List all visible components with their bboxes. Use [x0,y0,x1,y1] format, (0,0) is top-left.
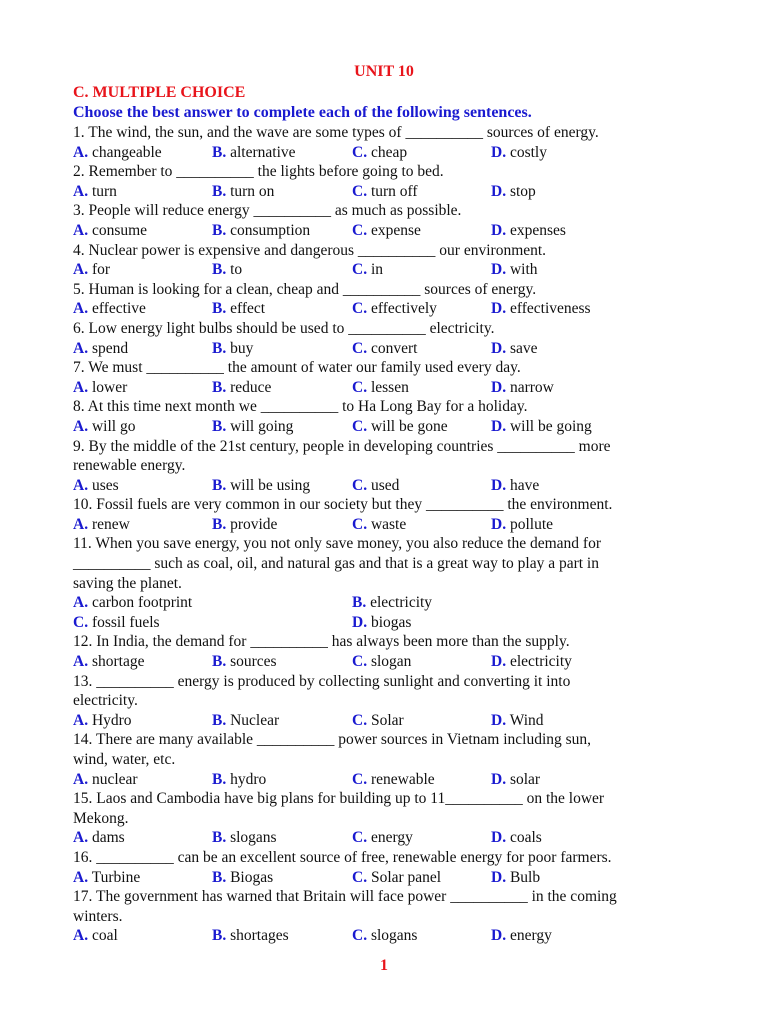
question-text: 6. Low energy light bulbs should be used to __________ electricity. [73,319,495,337]
option-text: will going [230,417,294,435]
question-text: wind, water, etc. [73,751,176,768]
option-text: turn [91,182,117,200]
answer-option[interactable] [73,417,135,437]
option-text: coals [509,829,542,847]
answer-option[interactable] [73,299,146,319]
option-text: Solar [370,711,404,729]
answer-option[interactable] [491,515,553,535]
question-text: 1. The wind, the sun, and the wave are some types of __________ sources of energy. [73,124,599,141]
option-letter: C. [352,261,368,279]
answer-option[interactable] [212,711,279,731]
question-text: 5. Human is looking for a clean, cheap and __________ sources of energy. [73,280,537,298]
option-letter: C. [352,378,368,396]
option-text: have [509,476,540,494]
option-letter: C. [352,770,368,788]
option-text: consumption [230,221,311,239]
instruction-text: Choose the best answer to complete each of the following sentences. [73,104,532,121]
question-text: 3. People will reduce energy __________ as much as possible. [73,202,462,220]
option-text: effective [91,300,146,318]
option-letter: C. [352,927,368,945]
option-letter: D. [491,770,507,788]
answer-option[interactable] [491,417,592,437]
question-text: 14. There are many available __________ power sources in Vietnam including sun, [73,731,592,749]
option-text: renewable [370,770,435,788]
answer-option[interactable] [352,515,406,535]
option-letter: B. [212,927,227,945]
option-text: expenses [509,221,566,239]
option-letter: A. [73,711,89,729]
option-text: Nuclear [230,711,280,729]
answer-option[interactable] [212,260,242,280]
option-letter: D. [352,613,368,631]
options-row [73,260,723,280]
question-item [73,887,723,946]
options-row [73,221,723,241]
answer-option[interactable] [352,828,413,848]
answer-option[interactable] [212,143,296,163]
option-letter: A. [73,300,89,318]
option-letter: C. [352,182,368,200]
answer-option[interactable] [352,339,417,359]
answer-option[interactable] [491,378,554,398]
options-row [73,652,723,672]
option-letter: A. [73,594,89,612]
answer-option[interactable] [352,143,407,163]
option-text: uses [91,476,119,494]
option-text: dams [91,829,125,847]
option-text: slogans [230,829,277,847]
option-text: pollute [509,515,554,533]
question-item [73,201,723,240]
option-letter: C. [352,711,368,729]
option-letter: D. [491,711,507,729]
option-text: will be gone [370,417,448,435]
question-text: winters. [73,907,123,925]
option-text: Turbine [91,868,141,886]
option-text: reduce [230,378,272,396]
option-letter: C. [73,613,89,631]
question-text: 8. At this time next month we __________ to Ha Long Bay for a holiday. [73,398,528,416]
option-text: spend [91,339,129,357]
answer-option[interactable] [73,711,132,731]
option-letter: D. [491,378,507,396]
option-letter: B. [212,261,227,279]
answer-option[interactable] [352,221,421,241]
section-title: C. MULTIPLE CHOICE [73,84,246,101]
option-text: slogan [370,653,412,671]
options-row [73,828,723,848]
option-letter: B. [212,339,227,357]
option-letter: A. [73,221,89,239]
answer-option[interactable] [212,182,274,202]
option-text: alternative [230,143,296,161]
option-text: effect [230,300,266,318]
answer-option[interactable] [212,221,310,241]
question-text: 16. __________ can be an excellent source of free, renewable energy for poor farmers. [73,848,612,866]
answer-option[interactable] [491,868,540,888]
option-letter: B. [212,515,227,533]
question-item [73,848,723,887]
option-text: turn on [230,182,275,200]
question-text: 12. In India, the demand for __________ has always been more than the supply. [73,633,570,651]
question-item [73,162,723,201]
question-item [73,672,723,731]
answer-option[interactable] [352,926,417,946]
option-letter: A. [73,261,89,279]
option-letter: C. [352,339,368,357]
option-letter: B. [212,378,227,396]
option-letter: A. [73,770,89,788]
options-row [73,339,723,359]
option-text: cheap [370,143,408,161]
option-letter: B. [212,417,227,435]
option-text: will be using [230,476,311,494]
answer-option[interactable] [212,476,310,496]
answer-option[interactable] [491,828,542,848]
answer-option[interactable] [73,339,128,359]
answer-option[interactable] [352,378,409,398]
answer-option[interactable] [212,926,289,946]
option-letter: C. [352,868,368,886]
option-text: Hydro [91,711,132,729]
option-text: Solar panel [370,868,442,886]
answer-option[interactable] [352,868,441,888]
option-text: electricity [370,594,433,612]
option-letter: B. [212,143,227,161]
option-letter: C. [352,143,368,161]
option-letter: D. [491,182,507,200]
option-text: Bulb [509,868,541,886]
option-letter: A. [73,927,89,945]
options-row [73,926,723,946]
option-letter: C. [352,653,368,671]
option-letter: D. [491,143,507,161]
option-text: shortages [230,927,289,945]
question-text: 7. We must __________ the amount of water our family used every day. [73,359,521,377]
options-row [73,143,723,163]
question-text: electricity. [73,692,138,710]
answer-option[interactable] [491,476,539,496]
option-letter: D. [491,339,507,357]
option-text: used [370,476,400,494]
answer-option[interactable] [352,770,435,790]
question-item [73,730,723,789]
answer-option[interactable] [73,221,147,241]
question-text: __________ such as coal, oil, and natural gas and that is a great way to play a part in [73,555,599,573]
option-text: nuclear [91,770,138,788]
option-letter: C. [352,221,368,239]
answer-option[interactable] [73,593,192,613]
answer-option[interactable] [352,711,404,731]
option-text: with [509,261,538,279]
question-text: saving the planet. [73,574,182,592]
option-text: Biogas [230,868,274,886]
option-letter: A. [73,653,89,671]
option-text: will go [91,417,136,435]
answer-option[interactable] [212,378,271,398]
option-text: energy [370,829,413,847]
option-letter: D. [491,261,507,279]
option-text: shortage [91,653,145,671]
option-text: solar [509,770,541,788]
answer-option[interactable] [491,299,591,319]
question-item [73,495,723,534]
option-text: slogans [370,927,418,945]
option-letter: A. [73,378,89,396]
option-text: waste [370,515,407,533]
answer-option[interactable] [491,926,552,946]
option-letter: A. [73,182,89,200]
options-row [73,299,723,319]
option-letter: A. [73,417,89,435]
option-letter: A. [73,339,89,357]
answer-option[interactable] [491,652,572,672]
answer-option[interactable] [491,339,538,359]
option-text: turn off [370,182,418,200]
option-letter: B. [212,221,227,239]
answer-option[interactable] [352,417,448,437]
option-letter: D. [491,868,507,886]
question-item [73,358,723,397]
answer-option[interactable] [352,593,432,613]
question-text: Mekong. [73,809,129,827]
options-row [73,868,723,888]
options-row [73,770,723,790]
option-letter: D. [491,417,507,435]
option-letter: D. [491,829,507,847]
question-item [73,789,723,848]
option-letter: B. [212,868,227,886]
answer-option[interactable] [73,143,162,163]
question-text: 11. When you save energy, you not only save money, you also reduce the demand for [73,535,602,553]
question-item [73,437,723,496]
answer-option[interactable] [352,476,399,496]
question-item [73,319,723,358]
answer-option[interactable] [73,926,118,946]
option-letter: A. [73,476,89,494]
option-letter: D. [491,927,507,945]
option-text: save [509,339,538,357]
option-text: coal [91,927,118,945]
option-letter: B. [212,770,227,788]
option-text: lessen [370,378,409,396]
option-text: to [230,261,243,279]
answer-option[interactable] [491,770,540,790]
answer-option[interactable] [352,260,383,280]
option-text: narrow [509,378,554,396]
options-row [73,378,723,398]
option-text: energy [509,927,552,945]
option-text: fossil fuels [91,613,160,631]
question-text: 2. Remember to __________ the lights before going to bed. [73,163,444,181]
option-letter: C. [352,300,368,318]
option-text: consume [91,221,148,239]
option-text: Wind [509,711,544,729]
question-item [73,241,723,280]
option-letter: A. [73,829,89,847]
question-item [73,534,723,632]
question-text: 15. Laos and Cambodia have big plans for building up to 11__________ on the lower [73,790,605,808]
option-letter: B. [352,594,367,612]
option-letter: D. [491,653,507,671]
option-letter: D. [491,300,507,318]
option-text: expense [370,221,421,239]
answer-option[interactable] [212,417,293,437]
option-text: electricity [509,653,572,671]
answer-option[interactable] [212,299,265,319]
answer-option[interactable] [491,260,538,280]
question-text: 4. Nuclear power is expensive and dangerous __________ our environment. [73,241,547,259]
answer-option[interactable] [491,182,536,202]
answer-option[interactable] [491,143,547,163]
answer-option[interactable] [352,299,437,319]
option-text: for [91,261,111,279]
question-text: 17. The government has warned that Britain will face power __________ in the coming [73,888,617,906]
option-letter: B. [212,653,227,671]
answer-option[interactable] [212,828,277,848]
options-row [73,593,723,613]
option-text: lower [91,378,128,396]
option-text: will be going [509,417,592,435]
question-list [73,123,723,946]
question-text: 9. By the middle of the 21st century, people in developing countries __________ more [73,437,611,455]
option-letter: B. [212,711,227,729]
option-text: stop [509,182,536,200]
unit-title: UNIT 10 [354,63,414,80]
question-item [73,280,723,319]
answer-option[interactable] [73,260,110,280]
option-letter: D. [491,476,507,494]
option-letter: B. [212,829,227,847]
option-letter: B. [212,300,227,318]
question-text: 10. Fossil fuels are very common in our society but they __________ the environment. [73,496,613,514]
options-row [73,476,723,496]
answer-option[interactable] [212,515,277,535]
option-letter: D. [491,221,507,239]
option-text: changeable [91,143,162,161]
option-letter: C. [352,417,368,435]
option-letter: A. [73,515,89,533]
option-letter: A. [73,143,89,161]
answer-option[interactable] [73,652,144,672]
option-text: effectiveness [509,300,591,318]
answer-option[interactable] [73,868,140,888]
page-number: 1 [380,957,388,974]
option-letter: C. [352,515,368,533]
options-row [73,515,723,535]
option-text: sources [230,653,277,671]
option-letter: C. [352,829,368,847]
answer-option[interactable] [73,182,117,202]
answer-option[interactable] [352,182,418,202]
options-row [73,417,723,437]
answer-option[interactable] [73,613,160,633]
question-item [73,632,723,671]
answer-option[interactable] [212,770,266,790]
option-text: carbon footprint [91,594,193,612]
answer-option[interactable] [73,770,138,790]
answer-option[interactable] [212,339,253,359]
answer-option[interactable] [212,868,273,888]
option-text: convert [370,339,418,357]
option-text: buy [230,339,254,357]
question-text: 13. __________ energy is produced by collecting sunlight and converting it into [73,672,571,690]
answer-option[interactable] [73,515,130,535]
answer-option[interactable] [491,711,544,731]
answer-option[interactable] [73,378,127,398]
answer-option[interactable] [212,652,277,672]
option-text: effectively [370,300,437,318]
option-letter: B. [212,476,227,494]
option-letter: B. [212,182,227,200]
answer-option[interactable] [73,828,125,848]
answer-option[interactable] [73,476,119,496]
option-text: provide [230,515,278,533]
option-text: renew [91,515,130,533]
option-text: biogas [370,613,412,631]
option-letter: C. [352,476,368,494]
option-text: hydro [230,770,267,788]
answer-option[interactable] [491,221,566,241]
answer-option[interactable] [352,652,411,672]
question-text: renewable energy. [73,457,186,475]
option-text: costly [509,143,547,161]
options-row [73,613,723,633]
question-item [73,397,723,436]
option-letter: A. [73,868,89,886]
answer-option[interactable] [352,613,411,633]
options-row [73,711,723,731]
option-letter: D. [491,515,507,533]
options-row [73,182,723,202]
option-text: in [370,261,384,279]
question-item [73,123,723,162]
